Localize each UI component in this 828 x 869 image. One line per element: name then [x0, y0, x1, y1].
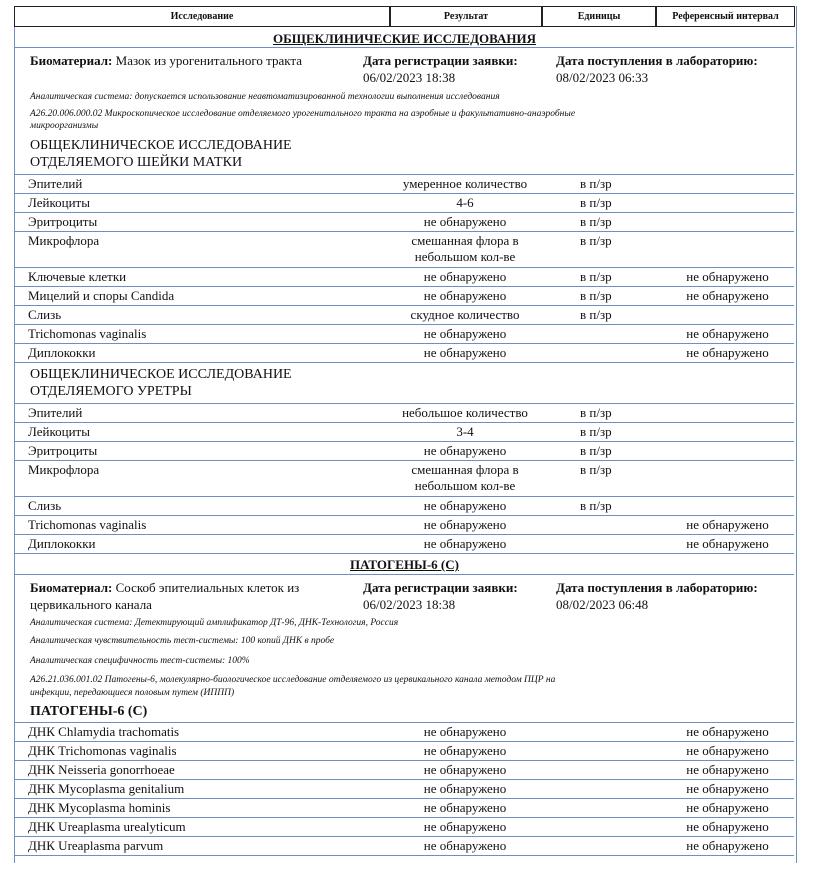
recv-label-2: Дата поступления в лабораторию:: [556, 580, 758, 595]
table-header: [14, 6, 795, 27]
row-result: не обнаружено: [423, 781, 507, 796]
group-title-cervix-1: ОБЩЕКЛИНИЧЕСКОЕ ИССЛЕДОВАНИЕ: [30, 138, 292, 153]
table-row: [15, 175, 794, 194]
biomaterial-label-2: Биоматериал:: [30, 580, 113, 595]
table-row: [15, 287, 794, 306]
code-line-1b: микроорганизмы: [30, 121, 99, 131]
row-result: умеренное количество: [402, 176, 528, 191]
row-result: не обнаружено: [423, 498, 507, 513]
code-line-1a: А26.20.006.000.02 Микроскопическое исследование отделяемого урогенитального тракта на аэробные и факультативно-анаэробные: [30, 109, 576, 119]
row-reference: не обнаружено: [686, 326, 769, 341]
cervix-results-table: [15, 175, 794, 363]
row-result: не обнаружено: [423, 800, 507, 815]
group-title-cervix-2: ОТДЕЛЯЕМОГО ШЕЙКИ МАТКИ: [30, 155, 243, 170]
row-test-name: Лейкоциты: [28, 424, 90, 439]
group-title-urethra-1: ОБЩЕКЛИНИЧЕСКОЕ ИССЛЕДОВАНИЕ: [30, 367, 292, 382]
row-result: не обнаружено: [423, 269, 507, 284]
table-row: [15, 516, 794, 535]
reg-label-2: Дата регистрации заявки:: [363, 580, 518, 595]
row-reference: не обнаружено: [686, 288, 769, 303]
table-row: [15, 497, 794, 516]
row-test-name: Trichomonas vaginalis: [28, 326, 147, 341]
recv-value: 08/02/2023 06:33: [556, 70, 649, 85]
reg-value: 06/02/2023 18:38: [363, 70, 456, 85]
row-result: не обнаружено: [423, 326, 507, 341]
row-result: не обнаружено: [423, 214, 507, 229]
row-test-name: Эпителий: [28, 405, 83, 420]
biomaterial-2: [30, 580, 299, 596]
row-result: не обнаружено: [423, 838, 507, 853]
row-test-name: Ключевые клетки: [28, 269, 127, 284]
table-row: [15, 461, 794, 497]
row-unit: в п/зр: [580, 214, 612, 229]
reg-value-2: 06/02/2023 18:38: [363, 597, 456, 612]
table-row: [15, 306, 794, 325]
row-unit: в п/зр: [580, 288, 612, 303]
row-result: не обнаружено: [423, 517, 507, 532]
reg-label: Дата регистрации заявки:: [363, 53, 518, 68]
table-row: [15, 780, 794, 799]
row-reference: не обнаружено: [686, 819, 769, 834]
row-result-line1: смешанная флора в: [411, 233, 519, 248]
row-result: не обнаружено: [423, 762, 507, 777]
analytic-system-1: Аналитическая система: допускается использование неавтоматизированной технологии выполнения исследования: [30, 92, 500, 102]
row-unit: в п/зр: [580, 405, 612, 420]
row-reference: не обнаружено: [686, 536, 769, 551]
row-result-line1: смешанная флора в: [411, 462, 519, 477]
row-test-name: ДНК Neisseria gonorrhoeae: [28, 762, 175, 777]
row-unit: в п/зр: [580, 462, 612, 477]
row-unit: в п/зр: [580, 307, 612, 322]
row-test-name: ДНК Ureaplasma urealyticum: [28, 819, 186, 834]
row-reference: не обнаружено: [686, 800, 769, 815]
header-units: Единицы: [542, 6, 656, 27]
table-row: [15, 837, 794, 856]
row-reference: не обнаружено: [686, 838, 769, 853]
row-reference: не обнаружено: [686, 781, 769, 796]
code-line-2a: А26.21.036.001.02 Патогены-6, молекулярно-биологическое исследование отделяемого из цервикального канала методом ПЦР на: [30, 675, 556, 685]
row-result: скудное количество: [410, 307, 520, 322]
specificity: Аналитическая специфичность тест-системы: 100%: [30, 656, 250, 666]
row-reference: не обнаружено: [686, 724, 769, 739]
row-result: не обнаружено: [423, 536, 507, 551]
header-reference: Референсный интервал: [656, 6, 795, 27]
row-reference: не обнаружено: [686, 517, 769, 532]
row-test-name: ДНК Trichomonas vaginalis: [28, 743, 177, 758]
row-unit: в п/зр: [580, 233, 612, 248]
row-reference: не обнаружено: [686, 762, 769, 777]
row-reference: не обнаружено: [686, 743, 769, 758]
table-row: [15, 232, 794, 268]
row-result: не обнаружено: [423, 819, 507, 834]
row-result: не обнаружено: [423, 345, 507, 360]
biomaterial-value-2b: цервикального канала: [30, 597, 152, 612]
table-row: [15, 442, 794, 461]
table-row: [15, 268, 794, 287]
group-title-urethra-2: ОТДЕЛЯЕМОГО УРЕТРЫ: [30, 384, 192, 399]
row-reference: не обнаружено: [686, 345, 769, 360]
recv-label: Дата поступления в лабораторию:: [556, 53, 758, 68]
table-row: [15, 723, 794, 742]
table-row: [15, 818, 794, 837]
table-row: [15, 404, 794, 423]
row-test-name: ДНК Mycoplasma hominis: [28, 800, 171, 815]
section-title-general: ОБЩЕКЛИНИЧЕСКИЕ ИССЛЕДОВАНИЯ: [273, 31, 536, 46]
row-unit: в п/зр: [580, 424, 612, 439]
pathogens-group-title: ПАТОГЕНЫ-6 (С): [30, 704, 148, 719]
table-row: [15, 213, 794, 232]
row-test-name: Слизь: [28, 498, 62, 513]
analytic-system-2: Аналитическая система: Детектирующий амплификатор ДТ-96, ДНК-Технология, Россия: [30, 618, 399, 628]
code-line-2b: инфекции, передающиеся половым путем (ИППП): [30, 688, 235, 698]
row-unit: в п/зр: [580, 498, 612, 513]
row-test-name: ДНК Ureaplasma parvum: [28, 838, 164, 853]
header-study: Исследование: [14, 6, 390, 27]
row-unit: в п/зр: [580, 269, 612, 284]
row-result: небольшое количество: [402, 405, 528, 420]
row-unit: в п/зр: [580, 443, 612, 458]
row-unit: в п/зр: [580, 195, 612, 210]
urethra-results-table: [15, 404, 794, 554]
table-row: [15, 761, 794, 780]
row-result: [365, 233, 565, 265]
row-result: [365, 462, 565, 494]
row-test-name: Лейкоциты: [28, 195, 90, 210]
table-row: [15, 799, 794, 818]
row-test-name: Диплококки: [28, 345, 96, 360]
biomaterial-label: Биоматериал:: [30, 53, 113, 68]
row-test-name: Trichomonas vaginalis: [28, 517, 147, 532]
row-test-name: Эпителий: [28, 176, 83, 191]
table-row: [15, 194, 794, 213]
biomaterial-1: [30, 53, 302, 69]
row-test-name: Микрофлора: [28, 233, 100, 248]
table-row: [15, 535, 794, 554]
row-test-name: ДНК Chlamydia trachomatis: [28, 724, 180, 739]
row-result: не обнаружено: [423, 288, 507, 303]
row-reference: не обнаружено: [686, 269, 769, 284]
row-test-name: Микрофлора: [28, 462, 100, 477]
table-row: [15, 344, 794, 363]
pathogens-results-table: [15, 723, 794, 856]
row-test-name: Мицелий и споры Candida: [28, 288, 175, 303]
biomaterial-value-2: Соскоб эпителиальных клеток из: [115, 580, 300, 595]
row-result: не обнаружено: [423, 443, 507, 458]
row-test-name: Эритроциты: [28, 214, 98, 229]
section-title-pathogens: ПАТОГЕНЫ-6 (С): [350, 557, 459, 572]
row-test-name: ДНК Mycoplasma genitalium: [28, 781, 185, 796]
table-row: [15, 742, 794, 761]
row-result: 3-4: [456, 424, 474, 439]
row-result: не обнаружено: [423, 724, 507, 739]
row-test-name: Диплококки: [28, 536, 96, 551]
header-result: Результат: [390, 6, 542, 27]
biomaterial-value: Мазок из урогенитального тракта: [115, 53, 303, 68]
row-unit: в п/зр: [580, 176, 612, 191]
recv-value-2: 08/02/2023 06:48: [556, 597, 649, 612]
table-row: [15, 423, 794, 442]
sensitivity: Аналитическая чувствительность тест-системы: 100 копий ДНК в пробе: [30, 636, 335, 646]
row-result: 4-6: [456, 195, 474, 210]
row-test-name: Эритроциты: [28, 443, 98, 458]
row-result-line2: небольшом кол-ве: [414, 478, 516, 493]
row-test-name: Слизь: [28, 307, 62, 322]
row-result-line2: небольшом кол-ве: [414, 249, 516, 264]
table-row: [15, 325, 794, 344]
row-result: не обнаружено: [423, 743, 507, 758]
